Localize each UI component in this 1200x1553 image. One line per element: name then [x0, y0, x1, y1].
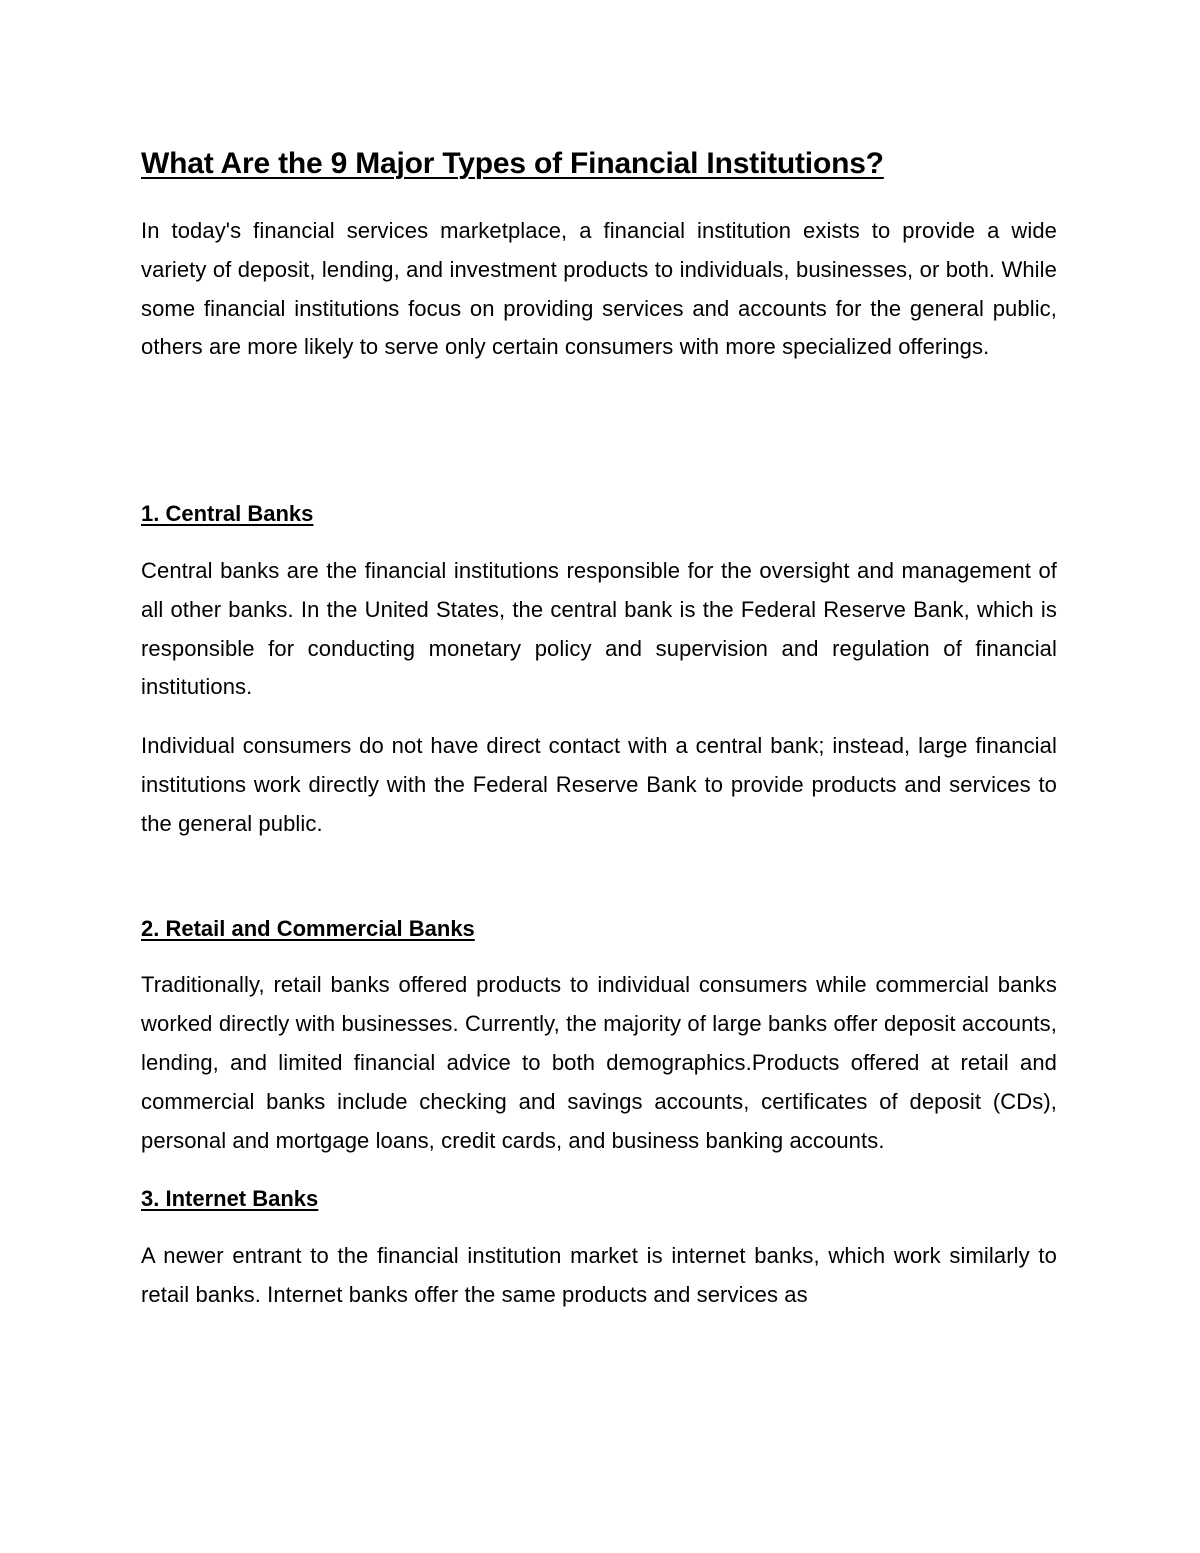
document-title: What Are the 9 Major Types of Financial Institutions?: [141, 147, 884, 180]
document-page: [141, 146, 1057, 1315]
section-heading-internet-banks: 3. Internet Banks: [141, 1186, 319, 1212]
internet-banks-paragraph-1: A newer entrant to the financial institution market is internet banks, which work similarly to retail banks. Internet banks offer the same products and services as: [141, 1243, 1057, 1307]
intro-paragraph: In today's financial services marketplace, a financial institution exists to provide a wide variety of deposit, lending, and investment products to individuals, businesses, or both. While some financial institutions focus on providing services and accounts for the general public, others are more likely to serve only certain consumers with more specialized offerings.: [141, 218, 1057, 360]
central-banks-paragraph-2: Individual consumers do not have direct contact with a central bank; instead, large financial institutions work directly with the Federal Reserve Bank to provide products and services to the general public.: [141, 733, 1057, 836]
section-heading-central-banks: 1. Central Banks: [141, 501, 314, 527]
retail-commercial-paragraph-1: Traditionally, retail banks offered products to individual consumers while commercial banks worked directly with businesses. Currently, the majority of large banks offer deposit accounts, lending, and limited financial advice to both demographics.Products offered at retail and commercial banks include checking and savings accounts, certificates of deposit (CDs), personal and mortgage loans, credit cards, and business banking accounts.: [141, 972, 1057, 1153]
section-heading-retail-commercial-banks: 2. Retail and Commercial Banks: [141, 915, 475, 941]
central-banks-paragraph-1: Central banks are the financial institutions responsible for the oversight and management of all other banks. In the United States, the central bank is the Federal Reserve Bank, which is responsible for conducting monetary policy and supervision and regulation of financial institutions.: [141, 557, 1057, 700]
